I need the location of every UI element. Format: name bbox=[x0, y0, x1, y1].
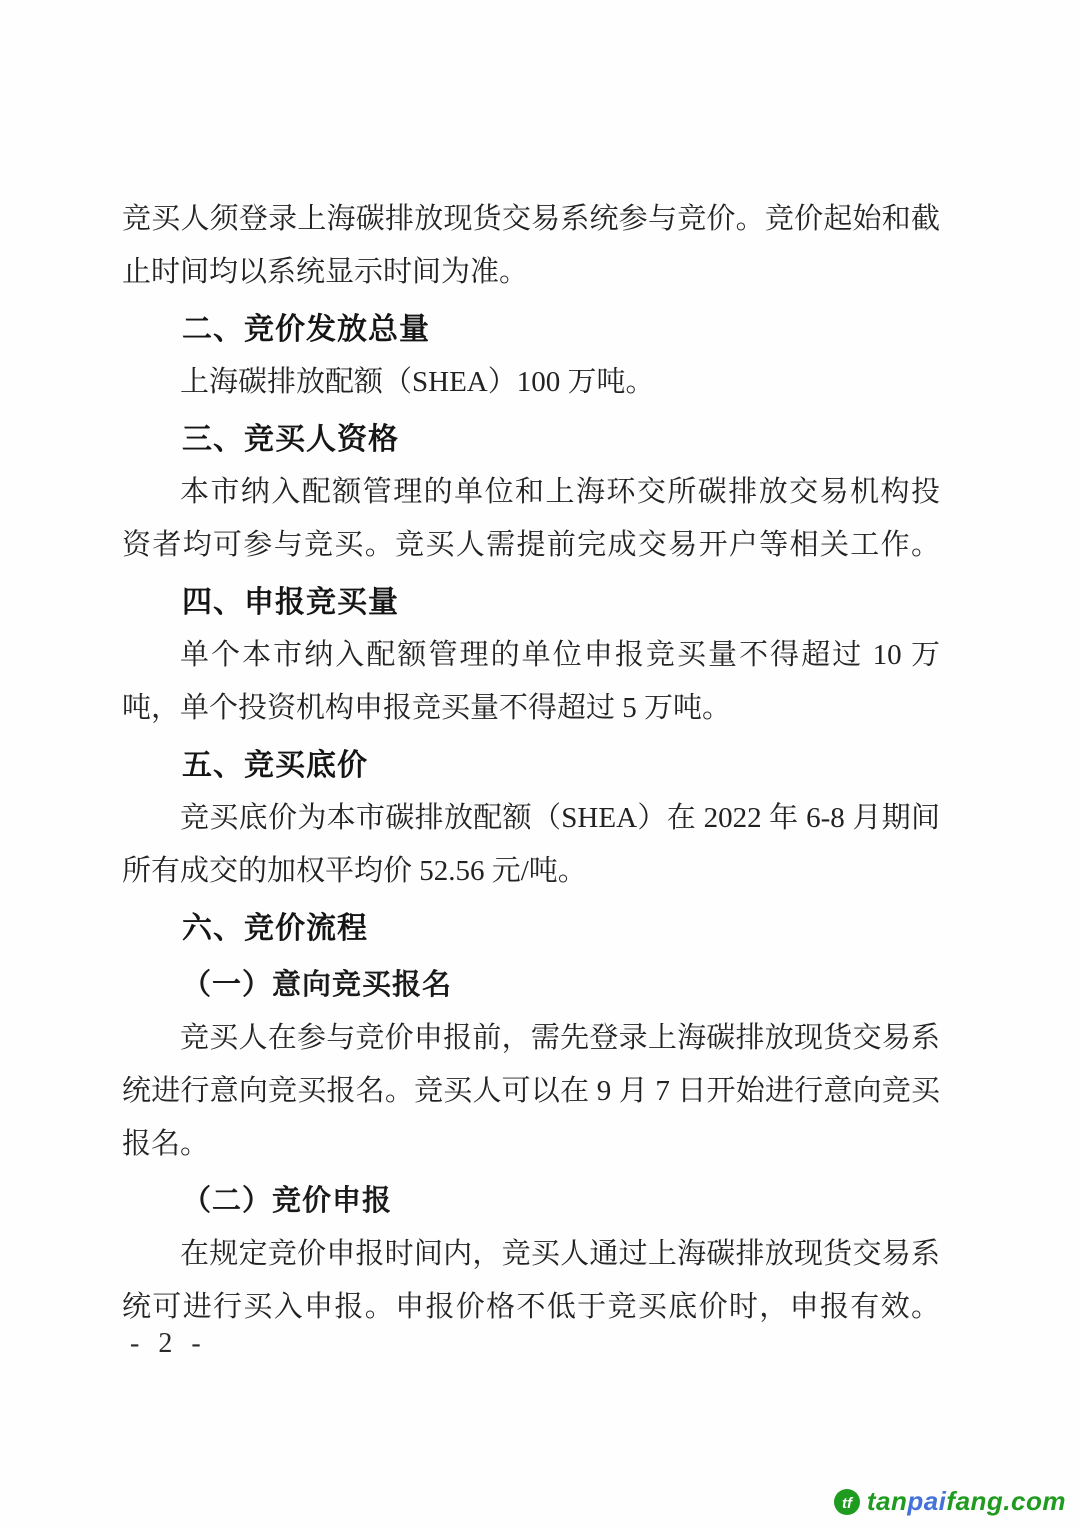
watermark-text bbox=[867, 1486, 1066, 1517]
paragraph-line: 上海碳排放配额（SHEA）100 万吨。 bbox=[180, 366, 655, 398]
watermark-text-part: pai bbox=[907, 1486, 947, 1516]
paragraph-line: 本市纳入配额管理的单位和上海环交所碳排放交易机构投 bbox=[180, 476, 940, 508]
paragraph-line: 单个本市纳入配额管理的单位申报竞买量不得超过 10 万 bbox=[180, 639, 940, 671]
section-heading: 五、竞买底价 bbox=[182, 749, 368, 782]
section-heading: 六、竞价流程 bbox=[182, 912, 368, 945]
svg-text:tf: tf bbox=[841, 1494, 852, 1512]
subsection-heading: （一）意向竞买报名 bbox=[182, 969, 453, 1001]
document-body bbox=[122, 193, 940, 1334]
paragraph-line: 统可进行买入申报。申报价格不低于竞买底价时，申报有效。 bbox=[122, 1291, 940, 1323]
paragraph-line: 在规定竞价申报时间内，竞买人通过上海碳排放现货交易系 bbox=[180, 1238, 940, 1270]
paragraph-line: 资者均可参与竞买。竞买人需提前完成交易开户等相关工作。 bbox=[122, 529, 940, 561]
paragraph-line: 所有成交的加权平均价 52.56 元/吨。 bbox=[122, 855, 587, 887]
paragraph-line: 止时间均以系统显示时间为准。 bbox=[122, 256, 529, 288]
paragraph-line: 竞买人须登录上海碳排放现货交易系统参与竞价。竞价起始和截 bbox=[122, 203, 940, 235]
tanpaifang-logo-icon bbox=[834, 1489, 860, 1515]
watermark bbox=[834, 1486, 1066, 1517]
section-heading: 三、竞买人资格 bbox=[182, 423, 399, 456]
section-heading: 四、申报竞买量 bbox=[182, 586, 399, 619]
watermark-text-part: fang.com bbox=[946, 1486, 1066, 1516]
subsection-heading: （二）竞价申报 bbox=[182, 1185, 393, 1217]
paragraph-line: 吨，单个投资机构申报竞买量不得超过 5 万吨。 bbox=[122, 692, 732, 724]
page-number: - 2 - bbox=[130, 1328, 207, 1359]
paragraph-line: 统进行意向竞买报名。竞买人可以在 9 月 7 日开始进行意向竞买 bbox=[122, 1075, 940, 1107]
paragraph-line: 竞买人在参与竞价申报前，需先登录上海碳排放现货交易系 bbox=[180, 1022, 940, 1054]
section-heading: 二、竞价发放总量 bbox=[182, 313, 430, 346]
paragraph-line: 竞买底价为本市碳排放配额（SHEA）在 2022 年 6-8 月期间 bbox=[180, 802, 940, 834]
paragraph-line: 报名。 bbox=[122, 1128, 210, 1160]
watermark-text-part: tan bbox=[866, 1486, 908, 1516]
